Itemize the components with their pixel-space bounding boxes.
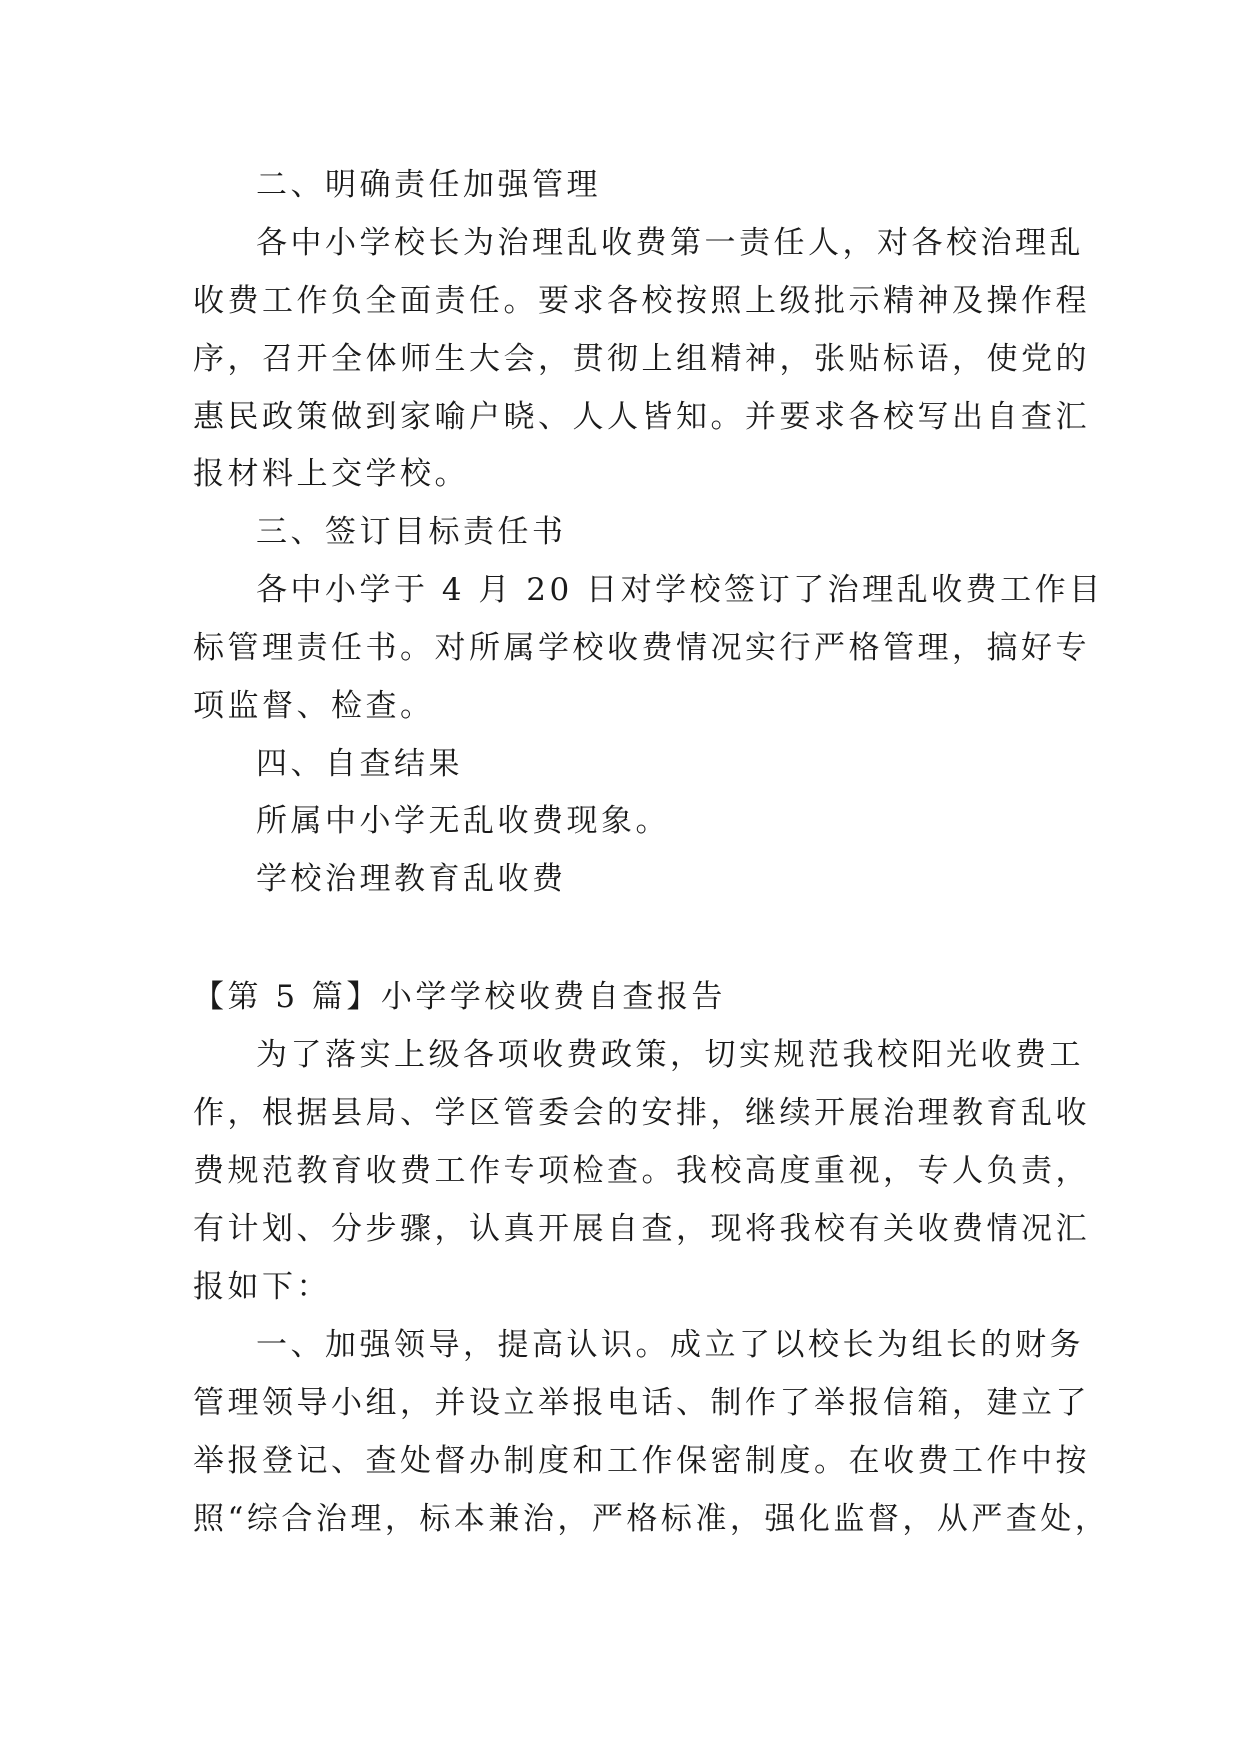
paragraph-line: 作，根据县局、学区管委会的安排，继续开展治理教育乱收 (193, 1095, 1090, 1131)
paragraph-line: 为了落实上级各项收费政策，切实规范我校阳光收费工 (256, 1037, 1084, 1073)
paragraph-line: 各中小学于 4 月 20 日对学校签订了治理乱收费工作目 (256, 572, 1104, 608)
paragraph-line: 各中小学校长为治理乱收费第一责任人，对各校治理乱 (256, 225, 1084, 261)
paragraph-line: 有计划、分步骤，认真开展自查，现将我校有关收费情况汇 (193, 1211, 1090, 1247)
paragraph-line: 序，召开全体师生大会，贯彻上组精神，张贴标语，使党的 (193, 341, 1090, 377)
article-title: 【第 5 篇】小学学校收费自查报告 (193, 979, 726, 1015)
paragraph-line: 学校治理教育乱收费 (256, 861, 567, 897)
section-heading-3: 三、签订目标责任书 (256, 514, 567, 550)
paragraph-line: 举报登记、查处督办制度和工作保密制度。在收费工作中按 (193, 1443, 1090, 1479)
paragraph-line: 照“综合治理，标本兼治，严格标准，强化监督，从严查处， (193, 1501, 1110, 1537)
section-heading-4: 四、自查结果 (256, 746, 463, 782)
paragraph-line: 收费工作负全面责任。要求各校按照上级批示精神及操作程 (193, 283, 1090, 319)
paragraph-line: 一、加强领导，提高认识。成立了以校长为组长的财务 (256, 1327, 1084, 1363)
paragraph-line: 标管理责任书。对所属学校收费情况实行严格管理，搞好专 (193, 630, 1090, 666)
paragraph-line: 费规范教育收费工作专项检查。我校高度重视，专人负责， (193, 1153, 1090, 1189)
section-heading-2: 二、明确责任加强管理 (256, 167, 601, 203)
paragraph-line: 惠民政策做到家喻户晓、人人皆知。并要求各校写出自查汇 (193, 399, 1090, 435)
paragraph-line: 项监督、检查。 (193, 688, 435, 724)
paragraph-line: 所属中小学无乱收费现象。 (256, 803, 670, 839)
paragraph-line: 管理领导小组，并设立举报电话、制作了举报信箱，建立了 (193, 1385, 1090, 1421)
paragraph-line: 报如下： (193, 1269, 331, 1305)
paragraph-line: 报材料上交学校。 (193, 456, 469, 492)
